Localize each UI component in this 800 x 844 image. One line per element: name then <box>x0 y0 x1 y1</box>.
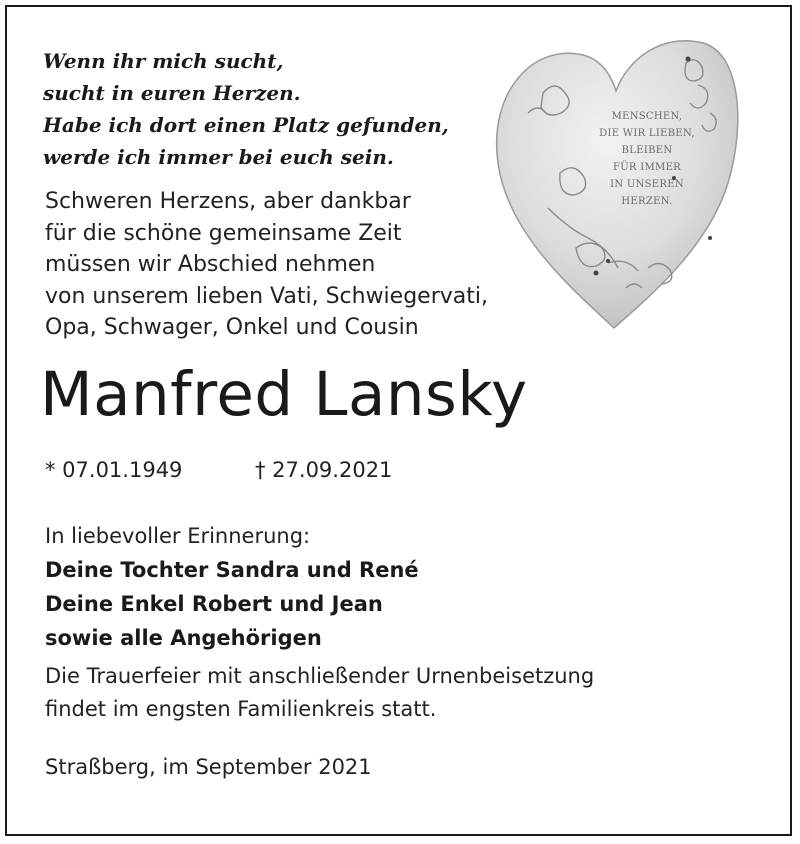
remembrance-intro: In liebevoller Erinnerung: <box>45 524 311 548</box>
poem-line: sucht in euren Herzen. <box>43 81 301 105</box>
mourner-line: Deine Tochter Sandra und René <box>45 558 419 582</box>
funeral-line: findet im engsten Familienkreis statt. <box>45 697 437 721</box>
birth-date: * 07.01.1949 <box>45 458 183 482</box>
intro-line: für die schöne gemeinsame Zeit <box>45 220 402 246</box>
poem-line: Wenn ihr mich sucht, <box>43 49 284 73</box>
heart-stone-inscription <box>588 108 706 210</box>
inscription-line: IN UNSEREN <box>610 179 684 190</box>
poem <box>43 45 449 173</box>
inscription-line: MENSCHEN, <box>611 111 683 122</box>
funeral-info <box>45 660 594 726</box>
mourner-line: Deine Enkel Robert und Jean <box>45 592 383 616</box>
inscription-line: DIE WIR LIEBEN, <box>599 128 695 139</box>
remembrance <box>45 519 419 655</box>
inscription-line: HERZEN. <box>621 196 673 207</box>
inscription-line: FÜR IMMER <box>612 162 682 173</box>
life-dates <box>45 455 393 485</box>
intro-text <box>45 186 488 344</box>
deceased-name: Manfred Lansky <box>40 359 528 430</box>
poem-line: werde ich immer bei euch sein. <box>43 145 394 169</box>
inscription-line: BLEIBEN <box>621 145 673 156</box>
place-and-date: Straßberg, im September 2021 <box>45 755 372 779</box>
poem-line: Habe ich dort einen Platz gefunden, <box>43 113 449 137</box>
intro-line: müssen wir Abschied nehmen <box>45 252 376 277</box>
mourner-line: sowie alle Angehörigen <box>45 626 322 650</box>
intro-line: von unserem lieben Vati, Schwiegervati, <box>45 283 488 309</box>
intro-line: Opa, Schwager, Onkel und Cousin <box>45 315 419 340</box>
funeral-line: Die Trauerfeier mit anschließender Urnenbeisetzung <box>45 664 595 688</box>
death-date: † 27.09.2021 <box>255 458 393 482</box>
intro-line: Schweren Herzens, aber dankbar <box>45 189 411 214</box>
